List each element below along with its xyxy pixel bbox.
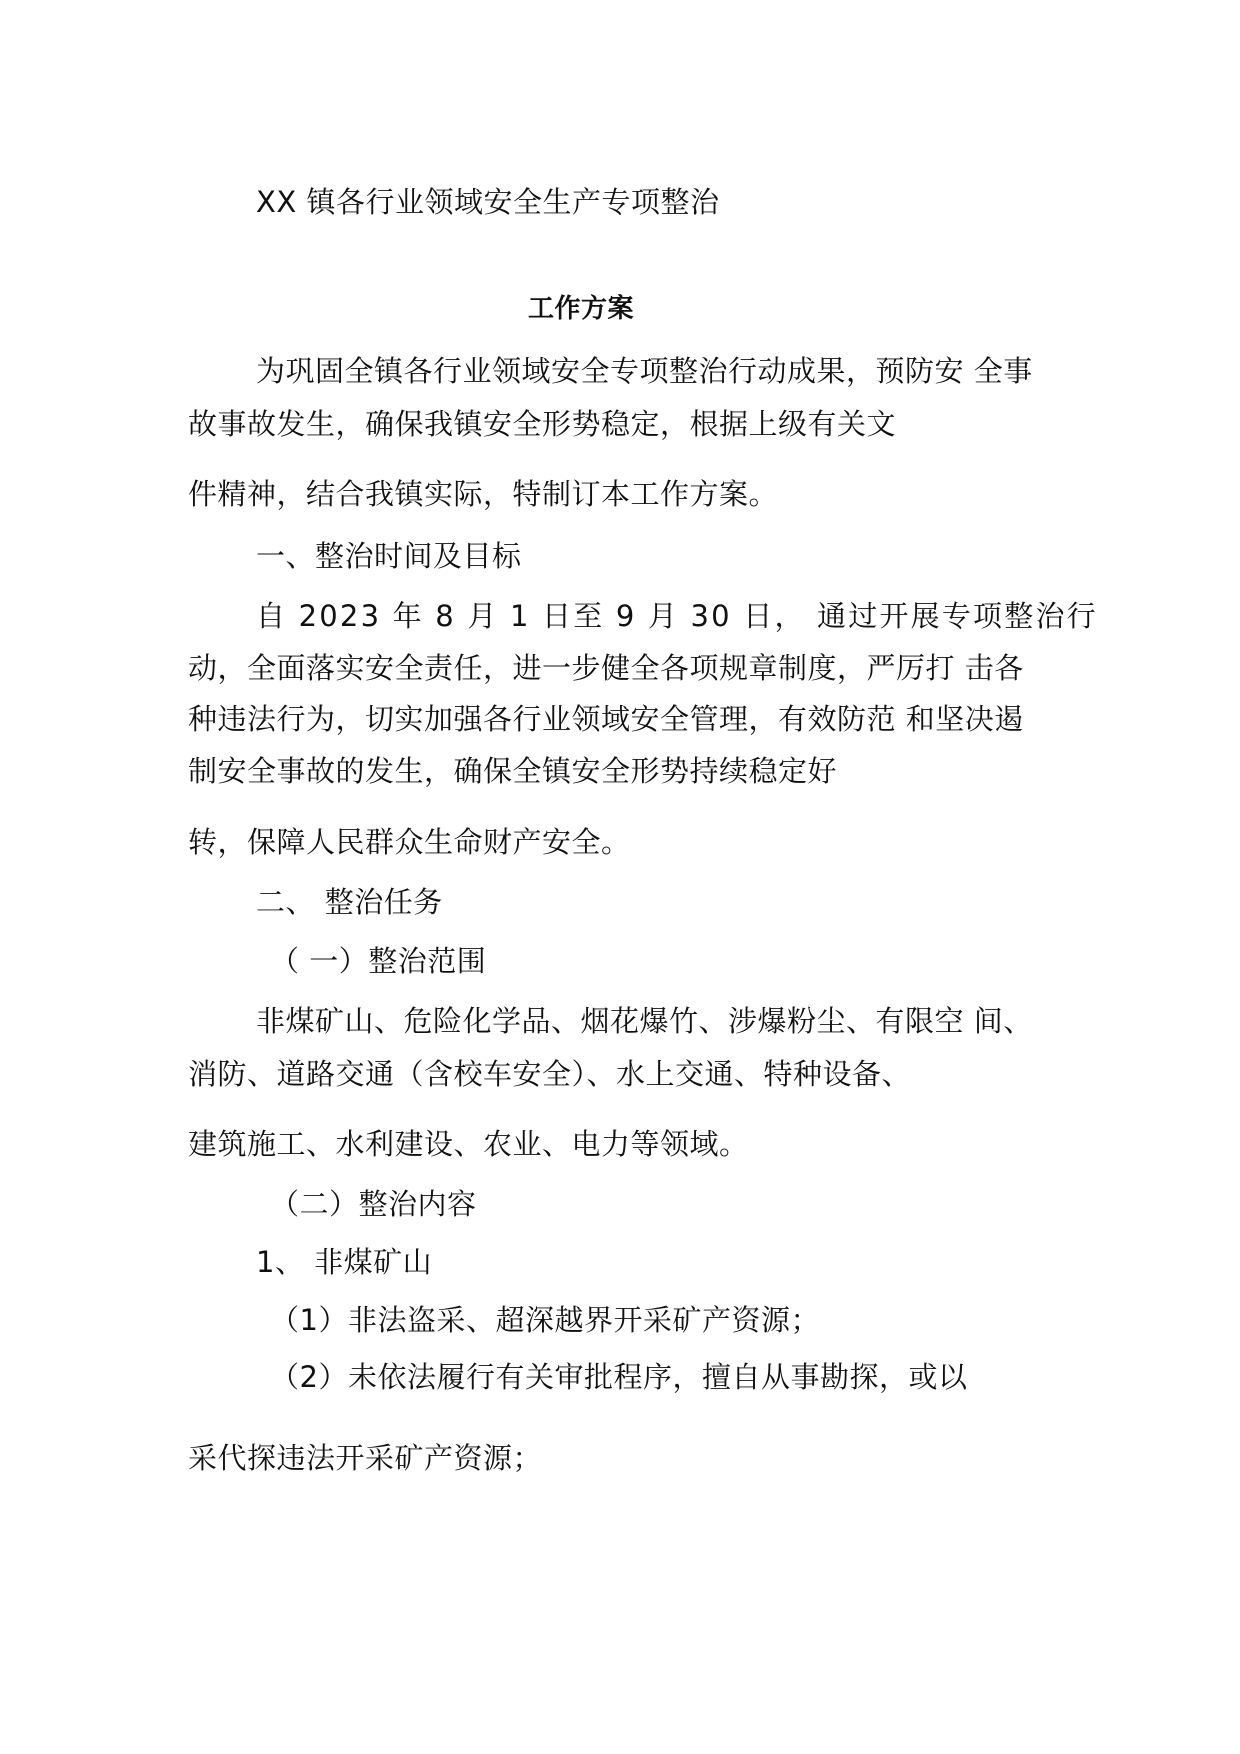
- paragraph-line: 为巩固全镇各行业领域安全专项整治行动成果，预防安 全事: [256, 354, 1033, 388]
- section-heading: 一、整治时间及目标: [256, 539, 522, 573]
- paragraph-line: 件精神，结合我镇实际，特制订本工作方案。: [188, 477, 779, 511]
- section-heading: 二、 整治任务: [256, 885, 443, 919]
- paragraph-line: 建筑施工、水利建设、农业、电力等领域。: [188, 1127, 749, 1161]
- paragraph-line: 采代探违法开采矿产资源；: [188, 1441, 543, 1475]
- list-item: （2）未依法履行有关审批程序，擅自从事勘探，或以: [270, 1360, 968, 1394]
- list-item: （1）非法盗采、超深越界开采矿产资源；: [270, 1303, 820, 1337]
- paragraph-line: 制安全事故的发生，确保全镇安全形势持续稳定好: [188, 754, 838, 788]
- paragraph-line: 消防、道路交通（含校车安全）、水上交通、特种设备、: [188, 1057, 912, 1091]
- subsection-heading: （ 一）整治范围: [270, 944, 487, 978]
- item-heading: 1、 非煤矿山: [256, 1245, 433, 1279]
- paragraph-line: 种违法行为，切实加强各行业领域安全管理，有效防范 和坚决遏: [188, 702, 1024, 736]
- paragraph-line: 故事故发生，确保我镇安全形势稳定，根据上级有关文: [188, 407, 897, 441]
- paragraph-line: 转，保障人民群众生命财产安全。: [188, 825, 631, 859]
- paragraph-line: 自 2023 年 8 月 1 日至 9 月 30 日， 通过开展专项整治行: [256, 599, 1098, 633]
- document-title: XX 镇各行业领域安全生产专项整治: [256, 185, 720, 219]
- paragraph-line: 动，全面落实安全责任，进一步健全各项规章制度，严厉打 击各: [188, 651, 1024, 685]
- paragraph-line: 非煤矿山、危险化学品、烟花爆竹、涉爆粉尘、有限空 间、: [256, 1004, 1033, 1038]
- document-subtitle: 工作方案: [528, 294, 635, 324]
- subsection-heading: （二）整治内容: [270, 1187, 477, 1221]
